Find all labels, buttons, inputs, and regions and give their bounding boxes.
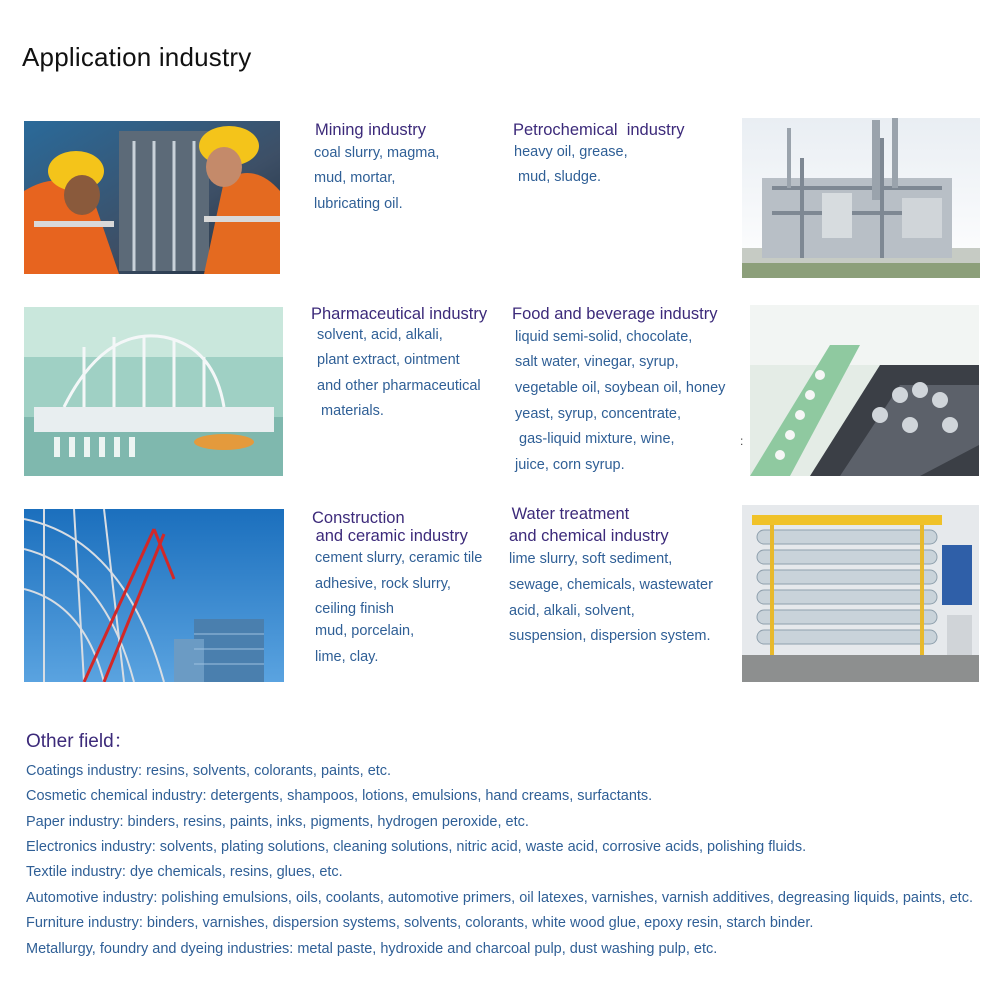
pharmaceutical-line-3: and other pharmaceutical <box>313 378 481 394</box>
petrochemical-line-1: heavy oil, grease, <box>514 144 628 160</box>
mining-line-2: mud, mortar, <box>314 170 396 186</box>
petrochemical-photo <box>742 118 980 278</box>
mining-line-1: coal slurry, magma, <box>314 145 440 161</box>
other-item-metallurgy: Metallurgy, foundry and dyeing industries: metal paste, hydroxide and charcoal pulp, dust washing pulp, etc. <box>26 941 718 957</box>
water-line-2: sewage, chemicals, wastewater <box>509 577 713 593</box>
water-treatment-photo <box>742 505 979 682</box>
pharmaceutical-heading: Pharmaceutical industry <box>311 305 488 323</box>
other-field-heading: Other field： <box>26 731 133 752</box>
food-line-3: vegetable oil, soybean oil, honey <box>515 380 726 396</box>
food-line-4: yeast, syrup, concentrate, <box>515 406 682 422</box>
construction-heading-2: and ceramic industry <box>311 527 468 545</box>
pharmaceutical-photo <box>24 307 283 476</box>
construction-line-1: cement slurry, ceramic tile <box>315 550 483 566</box>
construction-heading-1: Construction <box>312 509 405 527</box>
food-beverage-photo <box>750 305 979 476</box>
pharmaceutical-line-1: solvent, acid, alkali, <box>313 327 443 343</box>
mining-heading: Mining industry <box>315 121 426 139</box>
water-heading-2: and chemical industry <box>509 527 669 545</box>
other-item-textile: Textile industry: dye chemicals, resins, glues, etc. <box>26 864 343 880</box>
petrochemical-heading: Petrochemical industry <box>513 121 685 139</box>
water-heading-1: Water treatment <box>507 505 630 523</box>
food-line-2: salt water, vinegar, syrup, <box>515 354 679 370</box>
mining-photo <box>24 121 280 274</box>
other-item-paper: Paper industry: binders, resins, paints, inks, pigments, hydrogen peroxide, etc. <box>26 814 529 830</box>
construction-photo <box>24 509 284 682</box>
water-line-4: suspension, dispersion system. <box>509 628 711 644</box>
construction-line-5: lime, clay. <box>315 649 379 665</box>
water-line-3: acid, alkali, solvent, <box>509 603 635 619</box>
construction-line-3: ceiling finish <box>315 601 394 617</box>
food-line-6: juice, corn syrup. <box>515 457 625 473</box>
pharmaceutical-line-4: materials. <box>313 403 384 419</box>
other-item-coatings: Coatings industry: resins, solvents, colorants, paints, etc. <box>26 763 392 779</box>
mining-line-3: lubricating oil. <box>314 196 403 212</box>
petrochemical-line-2: mud, sludge. <box>514 169 602 185</box>
stray-mark: : <box>740 434 744 448</box>
other-item-automotive: Automotive industry: polishing emulsions, oils, coolants, automotive primers, oil latexes, varnishes, varnish additives, degreasing liquids, paints, etc. <box>26 890 973 906</box>
pharmaceutical-line-2: plant extract, ointment <box>313 352 460 368</box>
food-beverage-heading: Food and beverage industry <box>512 305 718 323</box>
food-line-5: gas-liquid mixture, wine, <box>515 431 675 447</box>
other-item-cosmetic: Cosmetic chemical industry: detergents, shampoos, lotions, emulsions, hand creams, surfactants. <box>26 788 653 804</box>
food-line-1: liquid semi-solid, chocolate, <box>515 329 693 345</box>
construction-line-4: mud, porcelain, <box>315 623 415 639</box>
other-item-electronics: Electronics industry: solvents, plating solutions, cleaning solutions, nitric acid, waste acid, corrosive acids, polishing fluids. <box>26 839 807 855</box>
construction-line-2: adhesive, rock slurry, <box>315 576 451 592</box>
page-title: Application industry <box>22 42 252 72</box>
other-item-furniture: Furniture industry: binders, varnishes, dispersion systems, solvents, colorants, white wood glue, epoxy resin, starch binder. <box>26 915 814 931</box>
water-line-1: lime slurry, soft sediment, <box>509 551 673 567</box>
